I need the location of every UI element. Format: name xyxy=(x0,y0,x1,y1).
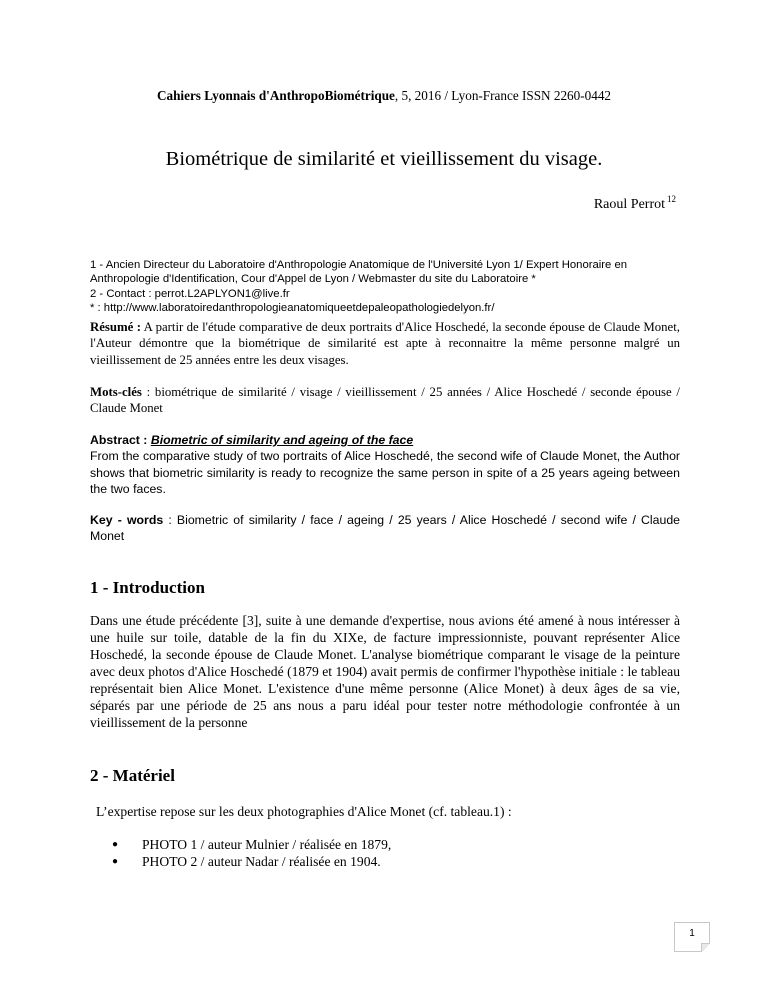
list-item-text: PHOTO 2 / auteur Nadar / réalisée en 1904. xyxy=(142,854,381,869)
resume-text: A partir de l'étude comparative de deux portraits d'Alice Hoschedé, la seconde épouse de Claude Monet, l'Auteur démontre que la biométrique de similarité est apte à reconnaitre la même personne malgré un vieillissement de 25 années entre les deux visages. xyxy=(90,320,680,367)
keywords-paragraph xyxy=(90,512,680,545)
abstract-paragraph xyxy=(90,432,680,498)
bullet-icon: ● xyxy=(112,839,119,850)
introduction-paragraph: Dans une étude précédente [3], suite à une demande d'expertise, nous avions été amené à nous intéresser à une huile sur toile, datable de la fin du XIXe, de facture impressionniste, pouvant représenter Alice Hoschedé, la seconde épouse de Claude Monet. L'analyse biométrique comparant le visage de la peinture avec deux photos d'Alice Hoschedé (1879 et 1904) avait permis de confirmer l'hypothèse initiale : le tableau représentait bien Alice Monet. L'existence d'une même personne (Alice Monet) à deux âges de sa vie, séparés par une période de 25 ans nous a paru idéal pour tester notre méthodologie confrontée à un vieillissement de la personne xyxy=(90,613,680,730)
mots-cles-text: : biométrique de similarité / visage / vieillissement / 25 années / Alice Hoschedé / seconde épouse / Claude Monet xyxy=(90,385,680,416)
mots-cles-label: Mots-clés xyxy=(90,385,142,399)
abstract-title: Biometric of similarity and ageing of the face xyxy=(150,433,414,447)
list-item xyxy=(112,853,391,870)
author-affiliation-marks: 12 xyxy=(667,194,676,204)
author-name: Raoul Perrot xyxy=(593,197,665,212)
journal-details: , 5, 2016 / Lyon-France ISSN 2260-0442 xyxy=(394,88,612,103)
section-heading-materiel: 2 - Matériel xyxy=(90,766,175,785)
list-item-text: PHOTO 1 / auteur Mulnier / réalisée en 1879, xyxy=(142,837,392,852)
abstract-label: Abstract : xyxy=(90,433,151,447)
page-number: 1 xyxy=(689,928,695,939)
section-heading-introduction: 1 - Introduction xyxy=(90,578,205,597)
affiliations xyxy=(90,258,680,316)
journal-header xyxy=(0,88,768,104)
bullet-icon: ● xyxy=(112,856,119,867)
website-line: * : http://www.laboratoiredanthropologieanatomiqueetdepaleopathologiedelyon.fr/ xyxy=(90,302,495,315)
page-number-box xyxy=(674,922,710,952)
list-item xyxy=(112,836,391,853)
journal-name: Cahiers Lyonnais d'AnthropoBiométrique xyxy=(156,88,395,103)
keywords-text: : Biometric of similarity / face / ageing / 25 years / Alice Hoschedé / second wife / Claude Monet xyxy=(90,513,680,544)
mots-cles-paragraph xyxy=(90,384,680,417)
resume-paragraph xyxy=(90,319,680,368)
contact-line: 2 - Contact : perrot.L2APLYON1@live.fr xyxy=(90,287,290,300)
author-line xyxy=(594,194,676,213)
abstract-text: From the comparative study of two portraits of Alice Hoschedé, the second wife of Claude Monet, the Author shows that biometric similarity is ready to recognize the same person in spite of a 25 years ageing between the two faces. xyxy=(90,449,680,497)
paper-title: Biométrique de similarité et vieillissement du visage. xyxy=(165,148,603,170)
materiel-paragraph: L’expertise repose sur les deux photographies d'Alice Monet (cf. tableau.1) : xyxy=(96,804,512,819)
bullet-list xyxy=(112,836,391,870)
resume-label: Résumé : xyxy=(90,320,141,334)
affiliation-line: 1 - Ancien Directeur du Laboratoire d'Anthropologie Anatomique de l'Université Lyon 1/ Expert Honoraire en xyxy=(90,259,628,271)
affiliation-line: Anthropologie d'Identification, Cour d'Appel de Lyon / Webmaster du site du Laboratoire * xyxy=(90,273,536,286)
page-fold-icon xyxy=(701,943,710,952)
keywords-label: Key - words xyxy=(90,513,164,527)
